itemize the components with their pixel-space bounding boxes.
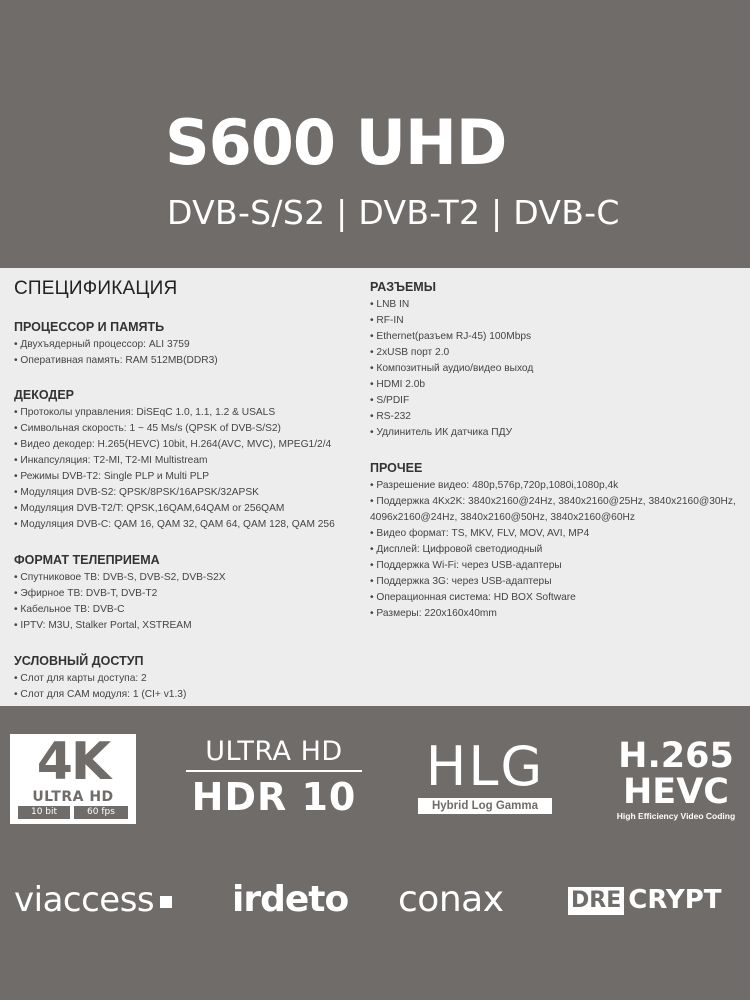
viaccess-logo	[14, 878, 172, 922]
section-heading: ДЕКОДЕР	[14, 388, 75, 402]
spec-item: • Эфирное ТВ: DVB-T, DVB-T2	[14, 588, 158, 599]
section-other	[370, 461, 745, 622]
spec-item: • 2xUSB порт 2.0	[370, 347, 450, 358]
spec-item: • Протоколы управления: DiSEqC 1.0, 1.1, 1.2 & USALS	[14, 407, 276, 418]
product-standards: DVB-S/S2 | DVB-T2 | DVB-C	[167, 193, 620, 232]
section-heading: ПРОЦЕССОР И ПАМЯТЬ	[14, 320, 165, 334]
hlg-label: HLG	[425, 735, 545, 798]
crypt-text: CRYPT	[628, 885, 722, 915]
spec-item: • Модуляция DVB-S2: QPSK/8PSK/16APSK/32APSK	[14, 487, 259, 498]
feature-logos	[0, 706, 750, 1000]
spec-item: • RS-232	[370, 411, 411, 422]
spec-item: • LNB IN	[370, 299, 410, 310]
spec-item: • Инкапсуляция: T2-MI, T2-MI Multistream	[14, 455, 208, 466]
section-heading: РАЗЪЕМЫ	[370, 280, 436, 294]
hdr-top-label: ULTRA HD	[205, 736, 343, 767]
spec-item: 4096x2160@24Hz, 3840x2160@50Hz, 3840x2160@60Hz	[370, 512, 635, 523]
spec-item: • RF-IN	[370, 315, 404, 326]
irdeto-logo: irdeto	[232, 879, 349, 920]
fps-chip: 60 fps	[74, 806, 128, 819]
dre-mark: DRE	[568, 887, 624, 915]
conax-logo: conax	[398, 879, 504, 920]
spec-item: • Модуляция DVB-T2/T: QPSK,16QAM,64QAM or 256QAM	[14, 503, 285, 514]
hlg-badge	[418, 735, 552, 814]
section-reception	[14, 553, 364, 634]
spec-item: • Удлинитель ИК датчика ПДУ	[370, 427, 513, 438]
hdr-bottom-label: HDR 10	[191, 775, 357, 819]
spec-item: • Видео декодер: H.265(HEVC) 10bit, H.264(AVC, MVC), MPEG1/2/4	[14, 439, 332, 450]
spec-item: • Поддержка Wi-Fi: через USB-адаптеры	[370, 560, 562, 571]
spec-item: • Разрешение видео: 480p,576p,720p,1080i,1080p,4k	[370, 480, 619, 491]
spec-item: • Кабельное ТВ: DVB-C	[14, 604, 125, 615]
spec-item: • Поддержка 3G: через USB-адаптеры	[370, 576, 552, 587]
section-conditional-access	[14, 654, 364, 703]
hevc-badge	[612, 738, 740, 822]
square-icon	[160, 896, 172, 908]
spec-item: • Слот для карты доступа: 2	[14, 673, 147, 684]
spec-item: • Оперативная память: RAM 512MB(DDR3)	[14, 355, 218, 366]
spec-item: • Модуляция DVB-C: QAM 16, QAM 32, QAM 64, QAM 128, QAM 256	[14, 519, 335, 530]
ultra-hd-label: ULTRA HD	[32, 789, 114, 805]
spec-item: • Размеры: 220x160x40mm	[370, 608, 497, 619]
spec-item: • Ethernet(разъем RJ-45) 100Mbps	[370, 331, 532, 342]
bit-depth-chip: 10 bit	[18, 806, 70, 819]
spec-item: • Композитный аудио/видео выход	[370, 363, 534, 374]
hlg-tagline: Hybrid Log Gamma	[418, 798, 552, 814]
h265-label: H.265	[618, 736, 734, 776]
section-heading: ФОРМАТ ТЕЛЕПРИЕМА	[14, 553, 160, 567]
4k-label: 4K	[36, 732, 110, 792]
section-connectors	[370, 280, 745, 441]
drecrypt-logo	[568, 878, 722, 922]
spec-item: • Символьная скорость: 1 ~ 45 Ms/s (QPSK of DVB-S/S2)	[14, 423, 281, 434]
hevc-tagline: High Efficiency Video Coding	[616, 811, 736, 821]
viaccess-text: viaccess	[14, 880, 155, 920]
section-heading: ПРОЧЕЕ	[370, 461, 423, 475]
section-decoder	[14, 388, 364, 533]
divider	[186, 770, 362, 772]
spec-item: • HDMI 2.0b	[370, 379, 426, 390]
hero-banner	[0, 0, 750, 268]
product-title: S600 UHD	[165, 106, 507, 179]
4k-badge	[10, 734, 136, 824]
spec-title: СПЕЦИФИКАЦИЯ	[14, 278, 178, 299]
section-processor	[14, 320, 364, 369]
spec-item: • Поддержка 4Kx2K: 3840x2160@24Hz, 3840x2160@25Hz, 3840x2160@30Hz,	[370, 496, 736, 507]
spec-item: • Слот для CAM модуля: 1 (CI+ v1.3)	[14, 689, 187, 700]
hevc-label: HEVC	[623, 772, 729, 812]
spec-item: • Спутниковое ТВ: DVB-S, DVB-S2, DVB-S2X	[14, 572, 226, 583]
spec-item: • Режимы DVB-T2: Single PLP и Multi PLP	[14, 471, 210, 482]
hdr10-badge	[186, 736, 362, 818]
specification-panel	[0, 268, 750, 706]
spec-item: • Двухъядерный процессор: ALI 3759	[14, 339, 190, 350]
spec-item: • S/PDIF	[370, 395, 410, 406]
spec-item: • Операционная система: HD BOX Software	[370, 592, 576, 603]
section-heading: УСЛОВНЫЙ ДОСТУП	[14, 654, 144, 668]
spec-item: • IPTV: M3U, Stalker Portal, XSTREAM	[14, 620, 192, 631]
spec-item: • Дисплей: Цифровой светодиодный	[370, 544, 543, 555]
spec-item: • Видео формат: TS, MKV, FLV, MOV, AVI, MP4	[370, 528, 590, 539]
